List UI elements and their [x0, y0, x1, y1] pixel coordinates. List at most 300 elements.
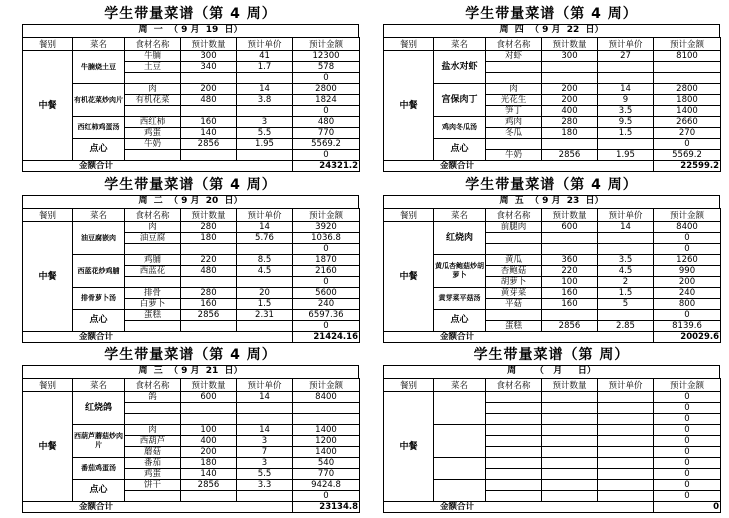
amount-cell: 8400	[654, 222, 721, 233]
table-row	[384, 255, 721, 266]
amount-cell: 200	[654, 277, 721, 288]
menu-panel-wednesday	[22, 345, 359, 513]
table-row	[23, 310, 360, 321]
amount-cell: 1400	[293, 425, 360, 436]
amount-cell: 2160	[293, 266, 360, 277]
amount-cell: 480	[293, 117, 360, 128]
column-header: 预计单价	[598, 379, 654, 392]
ingredient-name: 鸡蛋	[125, 469, 181, 480]
date-header: 周 四 （ 9 月 22 日）	[383, 24, 720, 37]
ingredient-name: 光花生	[486, 95, 542, 106]
unit-price-cell: 14	[598, 84, 654, 95]
quantity-cell: 220	[181, 255, 237, 266]
unit-price-cell: 41	[237, 51, 293, 62]
table-row	[384, 84, 721, 95]
amount-cell: 0	[654, 310, 721, 321]
unit-price-cell: 4.5	[237, 266, 293, 277]
amount-cell: 2800	[293, 84, 360, 95]
column-header: 餐别	[23, 209, 73, 222]
quantity-cell	[542, 403, 598, 414]
ingredient-name	[125, 73, 181, 84]
unit-price-cell: 3.8	[237, 95, 293, 106]
amount-cell: 240	[293, 299, 360, 310]
menu-table	[383, 378, 721, 513]
menu-title: 学生带量菜谱（第 4 周）	[465, 6, 638, 22]
header-row	[384, 38, 721, 51]
unit-price-cell: 5	[598, 299, 654, 310]
quantity-cell	[542, 414, 598, 425]
unit-price-cell: 3	[237, 117, 293, 128]
ingredient-name: 西红柿	[125, 117, 181, 128]
unit-price-cell: 14	[598, 222, 654, 233]
ingredient-name	[486, 414, 542, 425]
date-header: 周 五 （ 9 月 23 日）	[383, 195, 720, 208]
quantity-cell	[542, 436, 598, 447]
unit-price-cell: 5.76	[237, 233, 293, 244]
table-row	[23, 458, 360, 469]
quantity-cell: 2856	[181, 480, 237, 491]
dish-name	[434, 480, 486, 502]
ingredient-name	[486, 469, 542, 480]
table-row	[384, 51, 721, 62]
total-amount: 0	[654, 502, 721, 513]
table-row	[384, 139, 721, 150]
unit-price-cell	[237, 244, 293, 255]
unit-price-cell	[598, 458, 654, 469]
quantity-cell: 200	[181, 84, 237, 95]
ingredient-name: 肉	[125, 222, 181, 233]
amount-cell: 0	[293, 491, 360, 502]
total-row	[384, 502, 721, 513]
quantity-cell: 160	[542, 288, 598, 299]
menu-panel-thursday	[383, 4, 720, 172]
column-header: 食材名称	[486, 379, 542, 392]
unit-price-cell	[598, 73, 654, 84]
total-label: 金额合计	[23, 161, 293, 172]
amount-cell: 0	[654, 392, 721, 403]
column-header: 预计数量	[181, 38, 237, 51]
column-header: 食材名称	[486, 38, 542, 51]
column-header: 餐别	[384, 209, 434, 222]
unit-price-cell: 9.5	[598, 117, 654, 128]
quantity-cell	[181, 73, 237, 84]
menu-panel-blank	[383, 345, 720, 513]
dish-name: 黄芽菜平菇汤	[434, 288, 486, 310]
unit-price-cell: 5.5	[237, 128, 293, 139]
quantity-cell: 180	[542, 128, 598, 139]
unit-price-cell: 3.5	[598, 255, 654, 266]
column-header: 预计金额	[293, 38, 360, 51]
meal-type: 中餐	[23, 222, 73, 332]
unit-price-cell: 1.5	[598, 128, 654, 139]
dish-name: 点心	[73, 480, 125, 502]
table-row	[23, 117, 360, 128]
ingredient-name: 笋丁	[486, 106, 542, 117]
column-header: 预计数量	[181, 209, 237, 222]
ingredient-name: 肉	[125, 425, 181, 436]
menu-title: 学生带量菜谱（第 4 周）	[104, 6, 277, 22]
column-header: 预计金额	[293, 379, 360, 392]
column-header: 预计单价	[598, 38, 654, 51]
menu-title: 学生带量菜谱（第 周）	[473, 347, 630, 363]
unit-price-cell: 3.5	[598, 106, 654, 117]
column-header: 预计金额	[293, 209, 360, 222]
ingredient-name	[125, 150, 181, 161]
amount-cell: 0	[654, 139, 721, 150]
unit-price-cell	[598, 480, 654, 491]
table-row	[23, 425, 360, 436]
amount-cell: 0	[293, 244, 360, 255]
quantity-cell	[181, 414, 237, 425]
amount-cell: 0	[654, 436, 721, 447]
total-row	[23, 502, 360, 513]
unit-price-cell: 1.7	[237, 62, 293, 73]
quantity-cell: 280	[542, 117, 598, 128]
unit-price-cell	[598, 403, 654, 414]
meal-type: 中餐	[23, 51, 73, 161]
amount-cell	[654, 73, 721, 84]
dish-name: 有机花菜炒肉片	[73, 84, 125, 117]
unit-price-cell	[598, 244, 654, 255]
quantity-cell: 400	[181, 436, 237, 447]
quantity-cell	[542, 62, 598, 73]
unit-price-cell: 14	[237, 222, 293, 233]
amount-cell: 8400	[293, 392, 360, 403]
ingredient-name	[486, 244, 542, 255]
table-row	[23, 255, 360, 266]
dish-name	[434, 425, 486, 458]
column-header: 餐别	[384, 38, 434, 51]
amount-cell: 0	[654, 244, 721, 255]
amount-cell: 12300	[293, 51, 360, 62]
amount-cell: 1824	[293, 95, 360, 106]
quantity-cell	[542, 480, 598, 491]
ingredient-name	[125, 321, 181, 332]
menu-title: 学生带量菜谱（第 4 周）	[104, 177, 277, 193]
total-amount: 21424.16	[293, 332, 360, 343]
menu-title: 学生带量菜谱（第 4 周）	[104, 347, 277, 363]
amount-cell: 2660	[654, 117, 721, 128]
ingredient-name	[486, 491, 542, 502]
quantity-cell: 400	[542, 106, 598, 117]
amount-cell: 990	[654, 266, 721, 277]
menu-table	[22, 37, 360, 172]
column-header: 菜名	[73, 209, 125, 222]
unit-price-cell	[598, 139, 654, 150]
total-label: 金额合计	[384, 161, 654, 172]
table-row	[384, 480, 721, 491]
ingredient-name	[486, 73, 542, 84]
table-row	[384, 425, 721, 436]
dish-name: 番茄鸡蛋汤	[73, 458, 125, 480]
header-row	[384, 379, 721, 392]
total-label: 金额合计	[384, 502, 654, 513]
dish-name: 点心	[434, 139, 486, 161]
column-header: 预计单价	[237, 379, 293, 392]
ingredient-name: 牛腩	[125, 51, 181, 62]
total-amount: 22599.2	[654, 161, 721, 172]
dish-name: 宫保肉丁	[434, 84, 486, 117]
unit-price-cell: 3.3	[237, 480, 293, 491]
quantity-cell: 600	[181, 392, 237, 403]
unit-price-cell	[237, 73, 293, 84]
ingredient-name	[486, 403, 542, 414]
quantity-cell: 200	[542, 95, 598, 106]
ingredient-name: 肉	[125, 84, 181, 95]
quantity-cell: 280	[181, 222, 237, 233]
ingredient-name: 蛋糕	[125, 310, 181, 321]
quantity-cell: 100	[542, 277, 598, 288]
ingredient-name: 排骨	[125, 288, 181, 299]
header-row	[23, 38, 360, 51]
dish-name: 油豆腐嵌肉	[73, 222, 125, 255]
column-header: 预计数量	[181, 379, 237, 392]
table-row	[384, 288, 721, 299]
quantity-cell: 200	[181, 447, 237, 458]
column-header: 餐别	[23, 38, 73, 51]
dish-name: 鸡肉冬瓜汤	[434, 117, 486, 139]
quantity-cell: 220	[542, 266, 598, 277]
amount-cell: 578	[293, 62, 360, 73]
quantity-cell: 480	[181, 95, 237, 106]
meal-type: 中餐	[384, 51, 434, 161]
unit-price-cell	[598, 436, 654, 447]
dish-name: 牛腩烧土豆	[73, 51, 125, 84]
unit-price-cell	[598, 392, 654, 403]
dish-name: 西蓝花炒鸡脯	[73, 255, 125, 288]
amount-cell: 0	[654, 414, 721, 425]
amount-cell: 2800	[654, 84, 721, 95]
ingredient-name: 鸡肉	[486, 117, 542, 128]
unit-price-cell: 14	[237, 84, 293, 95]
table-row	[384, 117, 721, 128]
ingredient-name: 西葫芦	[125, 436, 181, 447]
amount-cell: 0	[654, 458, 721, 469]
quantity-cell: 2856	[181, 139, 237, 150]
meal-type: 中餐	[384, 222, 434, 332]
column-header: 预计金额	[654, 38, 721, 51]
column-header: 餐别	[384, 379, 434, 392]
header-row	[23, 209, 360, 222]
column-header: 菜名	[73, 379, 125, 392]
ingredient-name: 牛奶	[486, 150, 542, 161]
total-label: 金额合计	[23, 332, 293, 343]
quantity-cell: 180	[181, 458, 237, 469]
quantity-cell	[542, 458, 598, 469]
menu-title: 学生带量菜谱（第 4 周）	[465, 177, 638, 193]
date-header: 周 （ 月 日）	[383, 365, 720, 378]
dish-name	[434, 458, 486, 480]
ingredient-name	[486, 458, 542, 469]
ingredient-name: 鸽	[125, 392, 181, 403]
ingredient-name	[125, 106, 181, 117]
column-header: 菜名	[434, 379, 486, 392]
ingredient-name	[486, 233, 542, 244]
ingredient-name: 前腿肉	[486, 222, 542, 233]
total-row	[384, 332, 721, 343]
dish-name: 西葫芦蘑菇炒肉片	[73, 425, 125, 458]
total-amount: 23134.8	[293, 502, 360, 513]
column-header: 预计金额	[654, 379, 721, 392]
column-header: 预计数量	[542, 379, 598, 392]
quantity-cell: 140	[181, 128, 237, 139]
ingredient-name: 胡萝卜	[486, 277, 542, 288]
dish-name: 红烧肉	[434, 222, 486, 255]
quantity-cell	[181, 277, 237, 288]
total-amount: 20029.6	[654, 332, 721, 343]
amount-cell: 6597.36	[293, 310, 360, 321]
ingredient-name: 杏鲍菇	[486, 266, 542, 277]
amount-cell: 770	[293, 128, 360, 139]
column-header: 预计金额	[654, 209, 721, 222]
ingredient-name: 番茄	[125, 458, 181, 469]
amount-cell: 0	[293, 321, 360, 332]
amount-cell: 1800	[654, 95, 721, 106]
quantity-cell: 180	[181, 233, 237, 244]
total-row	[384, 161, 721, 172]
column-header: 食材名称	[486, 209, 542, 222]
table-row	[23, 84, 360, 95]
amount-cell: 0	[293, 73, 360, 84]
amount-cell: 0	[654, 403, 721, 414]
dish-name: 排骨萝卜汤	[73, 288, 125, 310]
ingredient-name: 对虾	[486, 51, 542, 62]
ingredient-name: 有机花菜	[125, 95, 181, 106]
amount-cell: 270	[654, 128, 721, 139]
unit-price-cell: 14	[237, 392, 293, 403]
column-header: 预计单价	[237, 209, 293, 222]
ingredient-name	[125, 277, 181, 288]
amount-cell: 0	[654, 469, 721, 480]
amount-cell: 0	[654, 491, 721, 502]
ingredient-name: 蘑菇	[125, 447, 181, 458]
ingredient-name	[486, 310, 542, 321]
table-row	[384, 392, 721, 403]
quantity-cell: 340	[181, 62, 237, 73]
table-row	[384, 222, 721, 233]
amount-cell: 540	[293, 458, 360, 469]
amount-cell: 0	[654, 233, 721, 244]
meal-type: 中餐	[384, 392, 434, 502]
unit-price-cell	[237, 414, 293, 425]
unit-price-cell	[237, 106, 293, 117]
unit-price-cell: 27	[598, 51, 654, 62]
unit-price-cell: 1.5	[598, 288, 654, 299]
unit-price-cell	[598, 62, 654, 73]
column-header: 预计数量	[542, 209, 598, 222]
ingredient-name: 饼干	[125, 480, 181, 491]
quantity-cell	[542, 447, 598, 458]
amount-cell: 0	[654, 447, 721, 458]
unit-price-cell	[237, 277, 293, 288]
amount-cell	[293, 414, 360, 425]
table-row	[23, 139, 360, 150]
amount-cell: 5569.2	[293, 139, 360, 150]
unit-price-cell	[598, 414, 654, 425]
unit-price-cell: 8.5	[237, 255, 293, 266]
amount-cell: 240	[654, 288, 721, 299]
amount-cell: 1260	[654, 255, 721, 266]
unit-price-cell: 3	[237, 458, 293, 469]
quantity-cell: 300	[542, 51, 598, 62]
ingredient-name: 油豆腐	[125, 233, 181, 244]
unit-price-cell: 5.5	[237, 469, 293, 480]
unit-price-cell	[598, 447, 654, 458]
unit-price-cell: 2.31	[237, 310, 293, 321]
ingredient-name	[125, 403, 181, 414]
quantity-cell: 480	[181, 266, 237, 277]
ingredient-name: 西蓝花	[125, 266, 181, 277]
dish-name: 黄瓜杏鲍菇炒胡萝卜	[434, 255, 486, 288]
amount-cell: 1200	[293, 436, 360, 447]
menu-panel-tuesday	[22, 175, 359, 343]
amount-cell: 0	[293, 106, 360, 117]
column-header: 餐别	[23, 379, 73, 392]
ingredient-name: 土豆	[125, 62, 181, 73]
dish-name: 点心	[73, 139, 125, 161]
quantity-cell: 300	[181, 51, 237, 62]
dish-name	[434, 392, 486, 425]
unit-price-cell: 2.85	[598, 321, 654, 332]
amount-cell: 1400	[293, 447, 360, 458]
amount-cell: 3920	[293, 222, 360, 233]
quantity-cell: 100	[181, 425, 237, 436]
ingredient-name	[486, 62, 542, 73]
quantity-cell	[542, 425, 598, 436]
unit-price-cell: 20	[237, 288, 293, 299]
unit-price-cell	[598, 425, 654, 436]
ingredient-name: 黄瓜	[486, 255, 542, 266]
ingredient-name	[125, 491, 181, 502]
quantity-cell	[181, 491, 237, 502]
ingredient-name	[486, 392, 542, 403]
quantity-cell: 160	[181, 117, 237, 128]
ingredient-name	[486, 480, 542, 491]
unit-price-cell: 1.5	[237, 299, 293, 310]
quantity-cell: 160	[542, 299, 598, 310]
quantity-cell	[181, 244, 237, 255]
ingredient-name: 肉	[486, 84, 542, 95]
unit-price-cell	[598, 310, 654, 321]
unit-price-cell	[598, 491, 654, 502]
quantity-cell: 160	[181, 299, 237, 310]
quantity-cell	[542, 469, 598, 480]
unit-price-cell	[598, 233, 654, 244]
quantity-cell	[542, 244, 598, 255]
ingredient-name: 蛋糕	[486, 321, 542, 332]
unit-price-cell: 4.5	[598, 266, 654, 277]
ingredient-name: 黄芽菜	[486, 288, 542, 299]
amount-cell: 1400	[654, 106, 721, 117]
quantity-cell: 2856	[181, 310, 237, 321]
unit-price-cell	[598, 469, 654, 480]
menu-panel-monday	[22, 4, 359, 172]
total-label: 金额合计	[23, 502, 293, 513]
table-row	[384, 310, 721, 321]
quantity-cell: 2856	[542, 150, 598, 161]
ingredient-name	[486, 139, 542, 150]
quantity-cell: 360	[542, 255, 598, 266]
ingredient-name: 冬瓜	[486, 128, 542, 139]
header-row	[384, 209, 721, 222]
amount-cell: 1870	[293, 255, 360, 266]
column-header: 菜名	[73, 38, 125, 51]
quantity-cell	[542, 233, 598, 244]
ingredient-name	[486, 436, 542, 447]
ingredient-name	[125, 244, 181, 255]
ingredient-name: 鸡脯	[125, 255, 181, 266]
menu-table	[383, 208, 721, 343]
